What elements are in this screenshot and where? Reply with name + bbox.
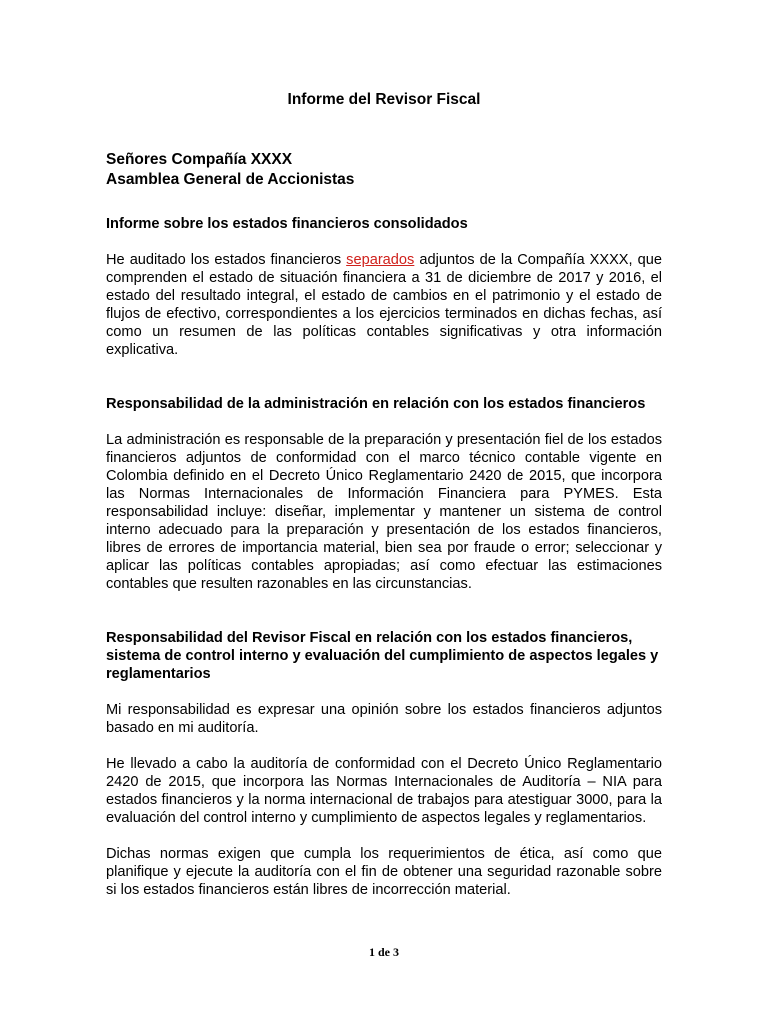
paragraph-text: He auditado los estados financieros [106, 252, 347, 268]
section-heading-informe: Informe sobre los estados financieros consolidados [106, 216, 468, 232]
section-heading-administracion: Responsabilidad de la administración en relación con los estados financieros [106, 396, 646, 412]
paragraph-administracion: La administración es responsable de la preparación y presentación fiel de los estados financieros adjuntos de conformidad con el marco técnico contable vigente en Colombia definido en el Decreto Único Reglamentario 2420 de 2015, que incorpora las Normas Internacionales de Información Financiera para PYMES. Esta responsabilidad incluye: diseñar, implementar y mantener un sistema de control interno adecuado para la preparación y presentación de los estados financieros, libres de errores de importancia material, bien sea por fraude o error; seleccionar y aplicar las políticas contables apropiadas; así como efectuar las estimaciones contables que resulten razonables en las circunstancias. [106, 432, 662, 592]
addressee-assembly: Asamblea General de Accionistas [106, 171, 355, 188]
page-number: 1 de 3 [369, 945, 399, 959]
document-title: Informe del Revisor Fiscal [287, 91, 481, 108]
addressee-company: Señores Compañía XXXX [106, 151, 293, 168]
document-body [106, 90, 662, 917]
paragraph-normas: He llevado a cabo la auditoría de conformidad con el Decreto Único Reglamentario 2420 de 2015, que incorpora las Normas Internacionales de Auditoría – NIA para estados financieros y la norma internacional de trabajos para atestiguar 3000, para la evaluación del control interno y cumplimiento de aspectos legales y reglamentarios. [106, 756, 662, 826]
paragraph-auditoria [106, 251, 662, 359]
highlighted-word: separados [346, 252, 415, 268]
section-heading-revisor: Responsabilidad del Revisor Fiscal en relación con los estados financieros, sistema de control interno y evaluación del cumplimiento de aspectos legales y reglamentarios [106, 630, 659, 682]
paragraph-responsabilidad: Mi responsabilidad es expresar una opinión sobre los estados financieros adjuntos basado en mi auditoría. [106, 702, 662, 736]
addressee-block [106, 150, 662, 190]
paragraph-text: adjuntos de la Compañía XXXX, que comprenden el estado de situación financiera a 31 de diciembre de 2017 y 2016, el estado del resultado integral, el estado de cambios en el patrimonio y el estado de flujos de efectivo, correspondientes a los ejercicios terminados en dichas fechas, así como un resumen de las políticas contables significativas y otra información explicativa. [106, 252, 662, 358]
paragraph-etica: Dichas normas exigen que cumpla los requerimientos de ética, así como que planifique y ejecute la auditoría con el fin de obtener una seguridad razonable sobre si los estados financieros están libres de incorrección material. [106, 846, 662, 898]
